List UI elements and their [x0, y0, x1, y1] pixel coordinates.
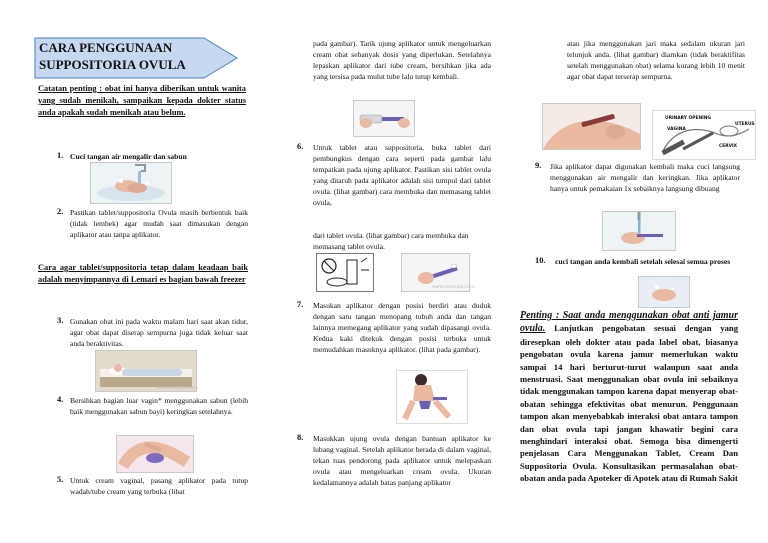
insertion-position-illustration — [396, 370, 468, 424]
step-7-number: 7. — [297, 299, 304, 309]
column-3 — [512, 0, 768, 543]
step-5-number: 5. — [57, 474, 64, 484]
page-title: CARA PENGGUNAAN SUPPOSITORIA OVULA — [39, 40, 186, 72]
label-vagina: VAGINA — [667, 127, 686, 132]
step-3-text: Gunakan obat ini pada waktu malam hari saat akan tidur, agar obat dapat diserap sempurna juga tidak keluar saat anda beraktivitas. — [70, 317, 248, 348]
label-cervix: CERVIX — [719, 144, 738, 149]
step-4-number: 4. — [57, 394, 64, 404]
sleeping-woman-illustration — [95, 350, 197, 392]
svg-text:www.example.com: www.example.com — [432, 285, 475, 290]
applicator-in-hand-illustration — [542, 103, 641, 150]
column-2 — [256, 0, 512, 543]
handwashing-illustration — [90, 162, 172, 204]
step-7-text: Masukan aplikator dengan posisi berdiri atau duduk dengan satu tangan menopang tubuh anda dan tangan lainnya memegang aplikator yang sudah dipasangi ovula. Kedua kaki ditekuk dengan posisi terbuka untuk memudahkan masuknya aplikator. (lihat pada gambar). — [313, 301, 491, 354]
step-6-text-2: dari tablet ovula. (lihat gambar) cara membuka dan memasang tablet ovula. — [313, 231, 469, 251]
washing-illustration — [116, 435, 194, 473]
step-4-text: Bersihkan bagian luar vagin* menggunakan sabun (lebih baik menggunakan sabun bayi) keringkan setelahnya. — [70, 396, 248, 416]
important-section — [520, 309, 738, 485]
cream-applicator-illustration — [353, 100, 415, 137]
step-3-number: 3. — [57, 315, 64, 325]
step-2-text: Pastikan tablet/suppositoria Ovula masih berbentuk baik (tidak lembek) agar mudah saat dimasukan dengan aplikator atau tanpa aplikator. — [70, 208, 248, 239]
svg-text:www.example.com: www.example.com — [156, 386, 199, 391]
important-body: Lanjutkan pengobatan sesuai dengan yang diresepkan oleh dokter atau pada label obat, biasanya pengobatan ovula karena jamur memerlukan waktu sampai 14 hari berturut-turut walaupun saat anda menstruasi. Saat menggunakan obat ovula ini sebaiknya tidak menggunakan tampon karena dapat menyerap obat-obatan sehingga efektivitas obat menurun. Penggunaan tampon akan menyebabkab interaksi obat antara tampon dan obat ovula tapi jangan khawatir begini cara menghindari interaksi obat. Semoga bisa dimengerti penjelasan Cara Menggunakan Tablet, Cream Dan Suppositoria Ovula. Konsultasikan permasalahan obat-obatan anda pada Apoteker di Apotek atau di Rumah Sakit — [520, 323, 738, 484]
label-uterus: UTERUS — [735, 122, 755, 127]
step-1-text: Cuci tangan air mengalir dan sabun — [70, 152, 187, 161]
step-10-text: cuci tangan anda kembali setelah selesai semua proses — [555, 257, 731, 266]
step-2-number: 2. — [57, 206, 64, 216]
storage-instruction: Cara agar tablet/suppositoria tetap dalam keadaan baik adalah menyimpannya di Lemari es bagian bawah freezer — [38, 263, 248, 284]
step-8-text: Masukkan ujung ovula dengan bantuan aplikator ke lubang vaginal. Setelah aplikator berada di dalam vaginal, tekan tuas pendorong pada aplikator untuk melepaskan ovula atau mengeluarkan cream ovula. Ukuran kedalamannya adalah batas panjang aplikator — [313, 434, 491, 487]
final-handwash-illustration — [638, 276, 690, 308]
step-5-continued: pada gambar). Tarik ujung aplikator untuk mengeluarkan cream obat sebanyak dosis yang diperlukan. Setelahnya lepaskan aplikator dari tube cream, bersihkan jika ada yang tersisa pada mulut tube lalu tutup kembali. — [313, 39, 491, 81]
column-1 — [0, 0, 256, 543]
insert-tablet-illustration — [401, 253, 475, 292]
label-urinary-opening: URINARY OPENING — [665, 116, 712, 121]
step-8-number: 8. — [297, 432, 304, 442]
anatomy-diagram — [652, 110, 756, 160]
step-9-text: Jika aplikator dapat digunakan kembali maka cuci langsung menggunakan air mengalir dan keringkan. Jika aplikator hanya untuk pemakaian 1x sebaiknya langsung dibuang — [550, 162, 740, 193]
step-8-continued: atau jika menggunakan jari maka sedalam ukuran jari telunjuk anda. (lihat gambar) diamkan (tidak beraktifitas setelah menggunakan obat) selama kurang lebih 10 menit agar obat dapat terserap sempurna. — [567, 39, 745, 81]
step-6-text: Untuk tablet atau suppositoria, buka tablet dari pembungkus dengan cara seperti pada gambar lalu tempatkan pada ujung aplikator. Pastikan sisi tablet ovula yang ditaruh pada aplikator adalah sisi tumpul dari tablet ovula. (lihat gambar) cara membuka dan memasang tablet ovula, — [313, 143, 491, 207]
unwrap-tablet-diagram — [316, 253, 374, 292]
important-note: Catatan penting : obat ini hanya diberikan untuk wanita yang sudah menikah, sampaikan kepada dokter status anda apakah sudah menikah atau belum. — [38, 84, 246, 117]
step-1-number: 1. — [57, 150, 64, 160]
step-10-number: 10. — [535, 255, 546, 265]
step-9-number: 9. — [535, 160, 542, 170]
step-6-number: 6. — [297, 141, 304, 151]
important-heading: Penting : Saat anda menggunakan obat anti jamur ovula. — [520, 310, 738, 335]
washing-applicator-illustration — [602, 211, 676, 251]
step-5-text: Untuk cream vaginal, pasang aplikator pada tutup wadah/tube cream yang terbuka (lihat — [70, 476, 248, 496]
